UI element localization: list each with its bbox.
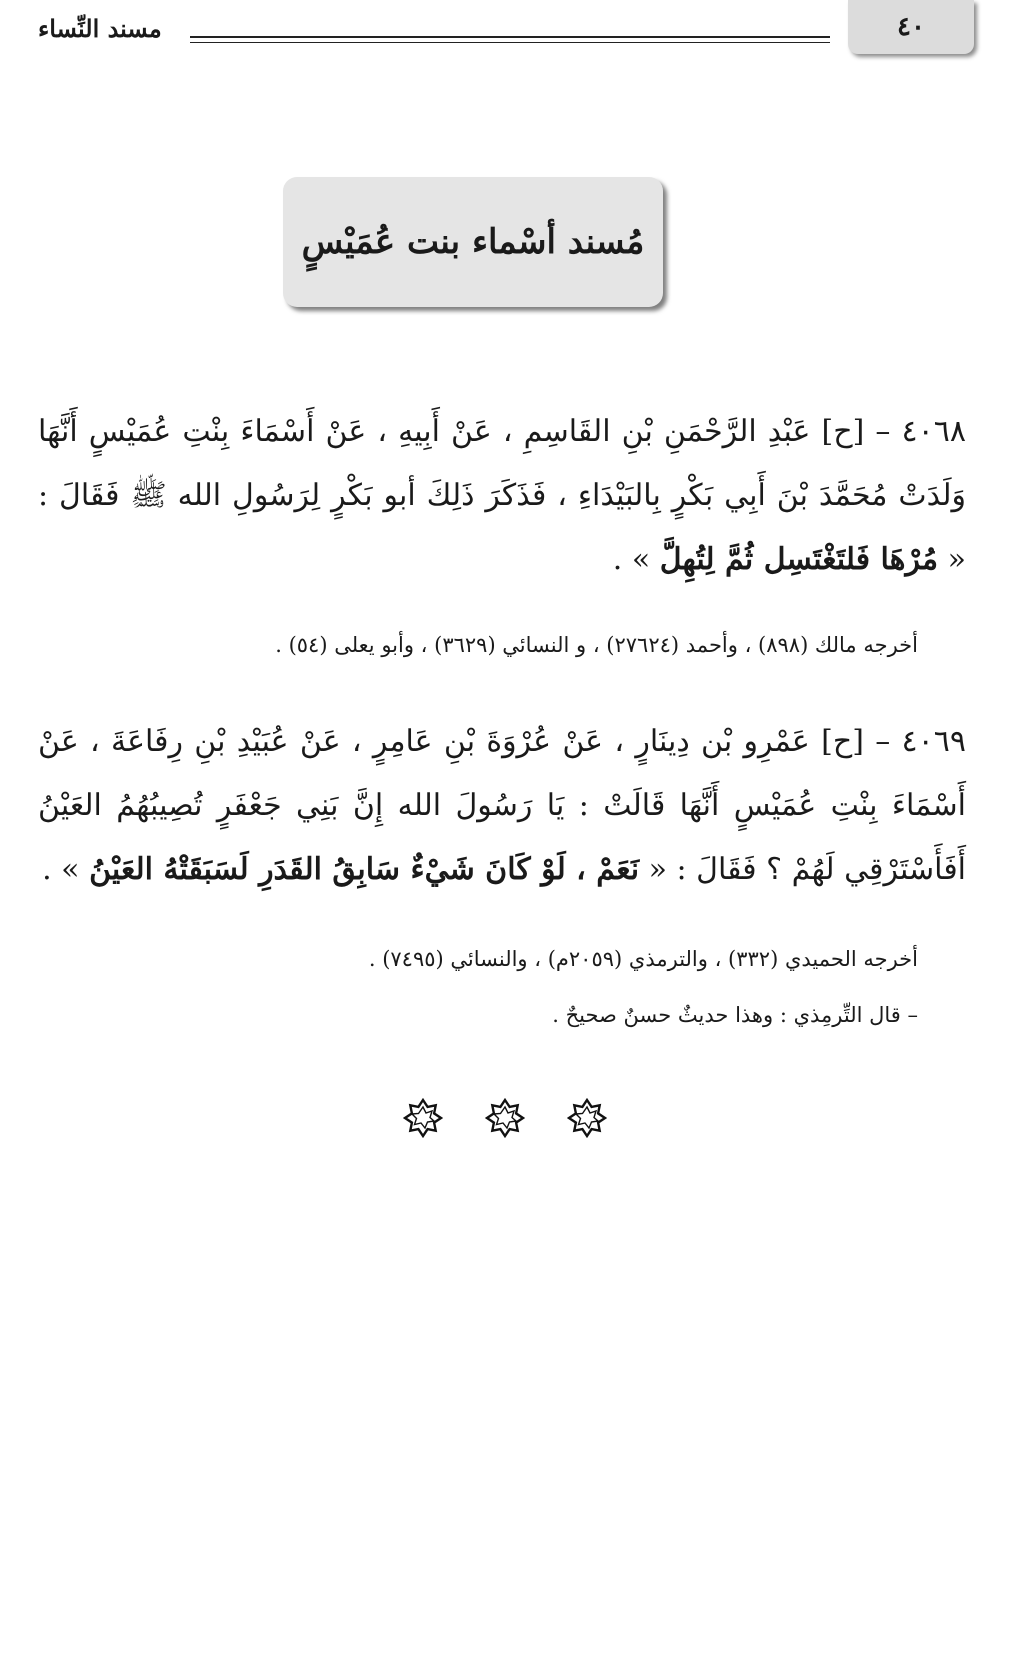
prophet-words: نَعَمْ ، لَوْ كَانَ شَيْءٌ سَابِقُ القَدَرِ لَسَبَقَتْهُ العَيْنُ: [89, 852, 640, 887]
hadith-ending: » .: [42, 852, 80, 887]
page-header: [0, 0, 1010, 70]
eight-point-star-icon: [485, 1098, 525, 1138]
takhrij-4068: أخرجه مالك (٨٩٨) ، وأحمد (٢٧٦٢٤) ، و النسائي (٣٦٢٩) ، وأبو يعلى (٥٤) .: [275, 633, 918, 657]
hadith-text: – [ح] عَمْرِو بْن دِينَارٍ ، عَنْ عُرْوَةَ بْنِ عَامِرٍ ، عَنْ عُبَيْدِ بْنِ رِفَاعَةَ ، عَنْ أَسْمَاءَ بِنْتِ عُمَيْسٍ أَنَّهَا قَالَتْ : يَا رَسُولَ الله إِنَّ بَنِي جَعْفَرٍ تُصِيبُهُمُ العَيْنُ أَفَأَسْتَرْقِي لَهُمْ ؟ فَقَالَ : «: [38, 724, 966, 887]
section-title: مُسند أسْماء بنت عُمَيْسٍ: [283, 177, 663, 307]
header-rule: [190, 36, 830, 38]
hadith-4069: [38, 710, 966, 902]
header-rule-thin: [190, 42, 830, 43]
hadith-text: – [ح] عَبْدِ الرَّحْمَنِ بْنِ القَاسِمِ ، عَنْ أَبِيهِ ، عَنْ أَسْمَاءَ بِنْتِ عُمَيْسٍ أَنَّهَا وَلَدَتْ مُحَمَّدَ بْنَ أَبِي بَكْرٍ بِالبَيْدَاءِ ، فَذَكَرَ ذَلِكَ أبو بَكْرٍ لِرَسُولِ الله ﷺ فَقَالَ : «: [38, 414, 966, 577]
eight-point-star-icon: [403, 1098, 443, 1138]
running-title: مسند النِّساء: [38, 14, 162, 43]
page-number: ٤٠: [848, 0, 974, 54]
tirmidhi-note: – قال التِّرمِذي : وهذا حديثٌ حسنٌ صحيحٌ .: [552, 1003, 918, 1027]
hadith-number: ٤٠٦٩: [901, 724, 966, 759]
prophet-words: مُرْهَا فَلتَغْتَسِل ثُمَّ لِتُهِلَّ: [659, 542, 939, 577]
hadith-4068: [38, 400, 966, 592]
eight-point-star-icon: [567, 1098, 607, 1138]
takhrij-4069: أخرجه الحميدي (٣٣٢) ، والترمذي (٢٠٥٩م) ، والنسائي (٧٤٩٥) .: [368, 947, 918, 971]
hadith-ending: » .: [612, 542, 651, 577]
ornament-row: [0, 1098, 1010, 1138]
hadith-number: ٤٠٦٨: [901, 414, 966, 449]
